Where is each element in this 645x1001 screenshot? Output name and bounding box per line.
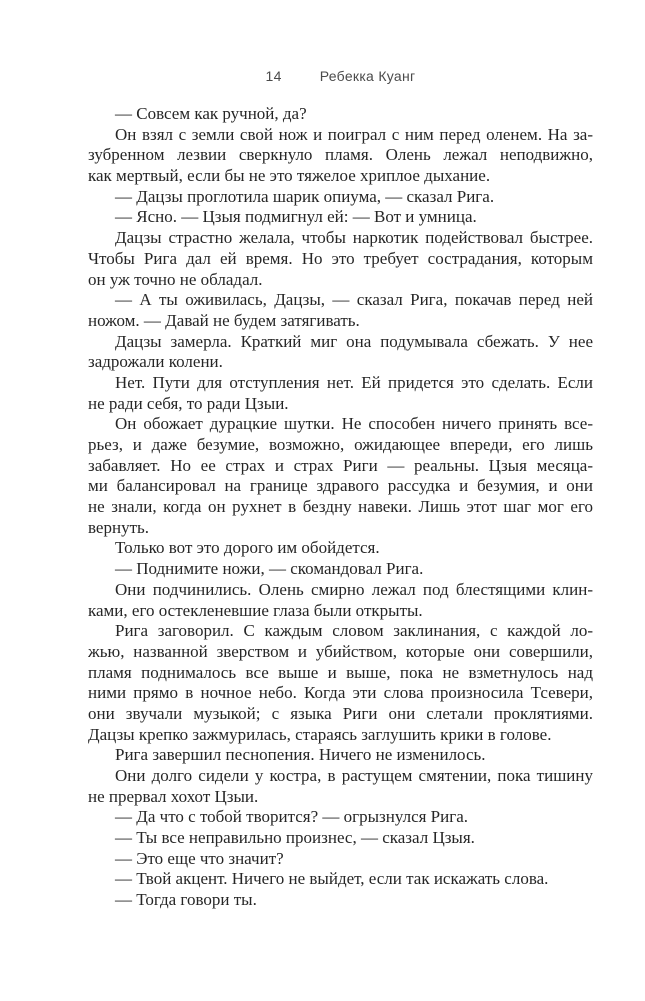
text-line: — Дацзы проглотила шарик опиума, — сказал Рига. xyxy=(115,186,495,206)
text-line: Они подчинились. Олень смирно лежал под блестящими клин- xyxy=(115,579,593,599)
text-line: Дацзы страстно желала, чтобы наркотик подействовал быстрее. xyxy=(115,228,593,248)
text-line: ками, его остекленевшие глаза были открыты. xyxy=(88,600,423,620)
text-line: — Это еще что значит? xyxy=(115,848,284,868)
text-line: — А ты оживилась, Дацзы, — сказал Рига, покачав перед ней xyxy=(115,290,593,310)
text-line: Они долго сидели у костра, в растущем смятении, пока тишину xyxy=(115,766,593,785)
text-line: не знали, когда он рухнет в бездну навеки. Лишь этот шаг мог его xyxy=(88,497,593,517)
text-line: Рига завершил песнопения. Ничего не изменилось. xyxy=(115,745,486,765)
text-line: Дацзы крепко зажмурилась, стараясь заглушить крики в голове. xyxy=(88,724,552,744)
text-line: пламя поднималось все выше и выше, пока не взметнулось над xyxy=(88,662,593,682)
text-line: ножом. — Давай не будем затягивать. xyxy=(88,310,360,330)
text-line: — Тогда говори ты. xyxy=(115,890,257,910)
text-line: как мертвый, если бы не это тяжелое хриплое дыхание. xyxy=(88,166,491,186)
text-line: — Ты все неправильно произнес, — сказал Цзыя. xyxy=(115,828,475,848)
text-line: вернуть. xyxy=(88,517,150,537)
text-line: они звучали музыкой; с языка Риги они слетали проклятиями. xyxy=(88,703,593,723)
text-line: — Да что с тобой творится? — огрызнулся Рига. xyxy=(115,807,469,827)
text-line: — Твой акцент. Ничего не выйдет, если так искажать слова. xyxy=(115,869,549,889)
text-line: зубренном лезвии сверкнуло пламя. Олень лежал неподвижно, xyxy=(88,145,593,165)
text-line: забавляет. Но ее страх и страх Риги — реальны. Цзыя месяца- xyxy=(88,455,593,475)
page-number: 14 xyxy=(265,68,282,84)
text-line: — Совсем как ручной, да? xyxy=(115,104,307,123)
text-line: Рига заговорил. С каждым словом заклинания, с каждой ло- xyxy=(115,621,593,641)
text-line: Чтобы Рига дал ей время. Но это требует сострадания, которым xyxy=(88,248,593,268)
text-line: ними прямо в ночное небо. Когда эти слова произносила Тсевери, xyxy=(88,683,593,703)
text-line: жью, названной зверством и убийством, которые они совершили, xyxy=(88,641,593,661)
text-line: рьез, и даже безумие, возможно, ожидающее впереди, его лишь xyxy=(88,435,593,454)
text-line: — Ясно. — Цзыя подмигнул ей: — Вот и умница. xyxy=(115,207,477,227)
text-block xyxy=(88,104,593,911)
running-header xyxy=(88,68,593,84)
author-name: Ребекка Куанг xyxy=(319,68,416,84)
text-line: он уж точно не обладал. xyxy=(88,269,263,289)
text-line: Нет. Пути для отступления нет. Ей придется это сделать. Если xyxy=(115,372,593,392)
text-line: не прервал хохот Цзыи. xyxy=(88,786,259,806)
text-line: — Поднимите ножи, — скомандовал Рига. xyxy=(115,559,424,579)
text-line: Только вот это дорого им обойдется. xyxy=(115,538,380,558)
text-line: Он обожает дурацкие шутки. Не способен ничего принять все- xyxy=(115,414,593,434)
text-line: не ради себя, то ради Цзыи. xyxy=(88,393,289,413)
text-line: задрожали колени. xyxy=(88,352,223,372)
text-line: Он взял с земли свой нож и поиграл с ним перед оленем. На за- xyxy=(115,124,593,144)
text-line: ми балансировал на границе здравого рассудка и безумия, и они xyxy=(88,476,593,496)
text-line: Дацзы замерла. Краткий миг она подумывала сбежать. У нее xyxy=(115,331,593,351)
